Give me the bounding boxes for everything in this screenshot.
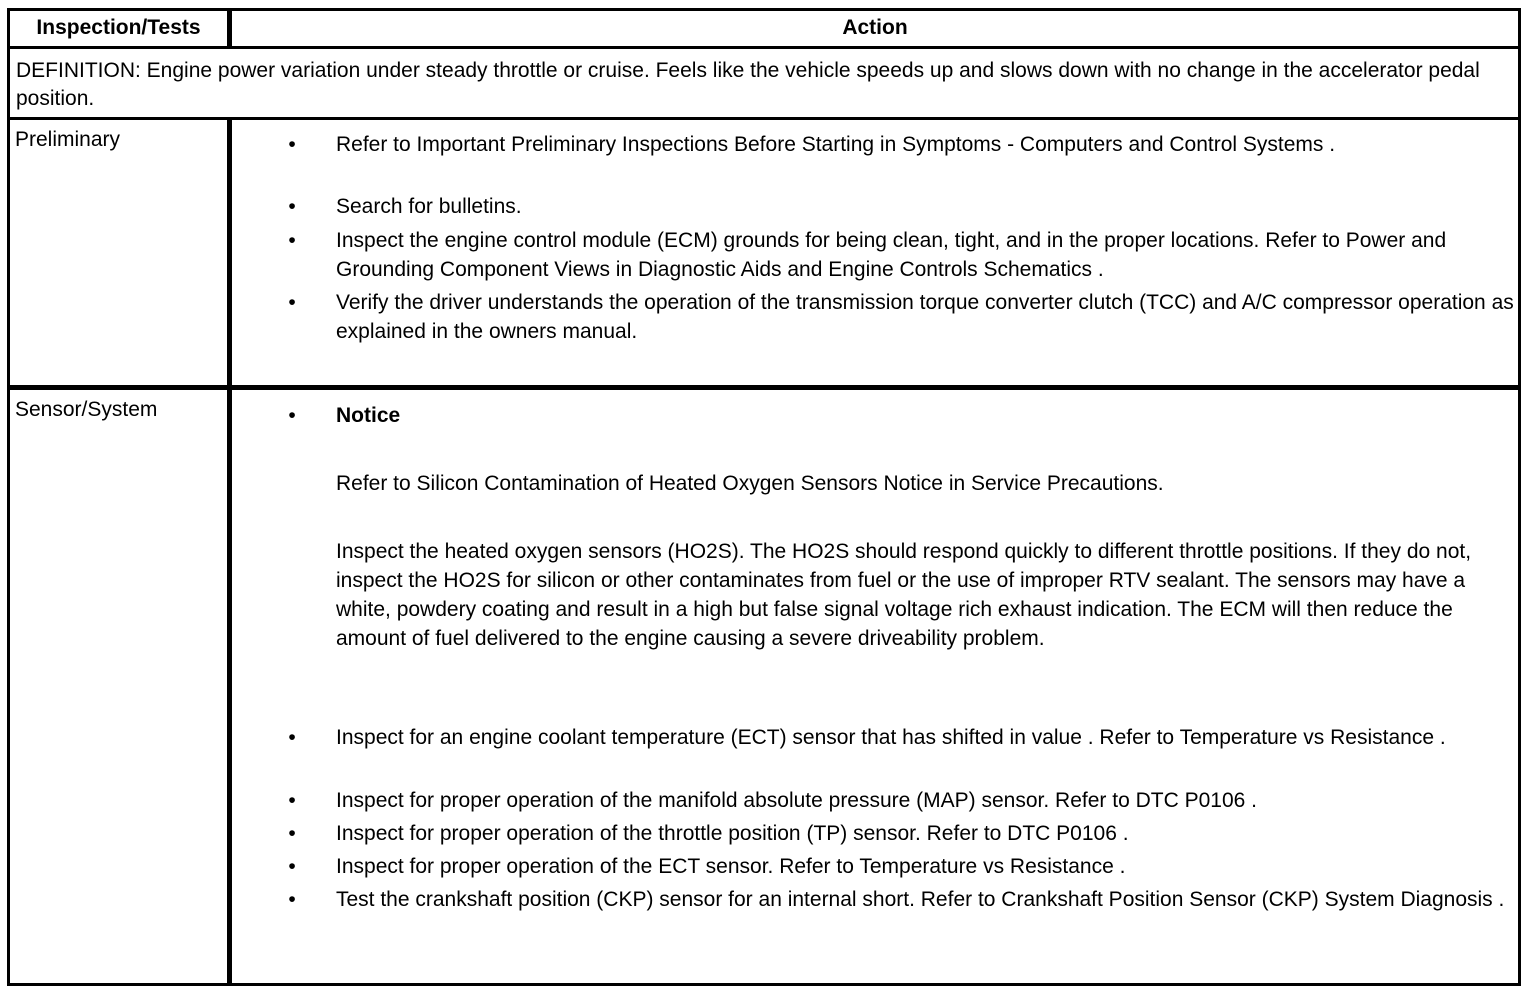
list-item-text: Verify the driver understands the operation of the transmission torque converter clutch (TCC) and A/C compressor operation as explained in the owners manual. [336, 291, 1514, 343]
column-divider-body [227, 118, 232, 986]
header-divider [7, 46, 1521, 49]
notice-detail-text: Inspect the heated oxygen sensors (HO2S). The HO2S should respond quickly to different throttle positions. If they do not, inspect the HO2S for silicon or other contaminates from fuel or the use of improper RTV sealant. The sensors may have a white, powdery coating and result in a high but false signal voltage rich exhaust indication. The ECM will then reduce the amount of fuel delivered to the engine causing a severe driveability problem. [336, 540, 1472, 650]
bullet-icon: • [288, 789, 296, 812]
definition-text: DEFINITION: Engine power variation under steady throttle or cruise. Feels like the vehicle speeds up and slows down with no change in the accelerator pedal position. [16, 59, 1480, 110]
list-item-text: Inspect for proper operation of the throttle position (TP) sensor. Refer to DTC P0106 . [336, 822, 1129, 845]
definition-divider [7, 117, 1521, 120]
list-item-text: Inspect for an engine coolant temperature (ECT) sensor that has shifted in value . Refer to Temperature vs Resistance . [336, 726, 1446, 749]
header-inspection-tests: Inspection/Tests [36, 16, 201, 39]
row-divider [7, 385, 1521, 390]
list-item-text: Inspect the engine control module (ECM) grounds for being clean, tight, and in the proper locations. Refer to Power and Grounding Component Views in Diagnostic Aids and Engine Controls Schematics . [336, 229, 1447, 281]
bullet-icon: • [288, 822, 296, 845]
list-item-text: Search for bulletins. [336, 195, 522, 218]
list-item-text: Inspect for proper operation of the ECT sensor. Refer to Temperature vs Resistance . [336, 855, 1126, 878]
list-item-text: Inspect for proper operation of the manifold absolute pressure (MAP) sensor. Refer to DTC P0106 . [336, 789, 1257, 812]
bullet-icon: • [288, 291, 296, 314]
notice-text: Refer to Silicon Contamination of Heated Oxygen Sensors Notice in Service Precautions. [336, 472, 1164, 495]
bullet-icon: • [288, 888, 296, 911]
bullet-icon: • [288, 726, 296, 749]
notice-title: Notice [336, 404, 401, 427]
row-label-preliminary: Preliminary [15, 128, 121, 151]
bullet-icon: • [288, 195, 296, 218]
row-label-sensor-system: Sensor/System [15, 398, 158, 421]
bullet-icon: • [288, 133, 296, 156]
list-item-text: Test the crankshaft position (CKP) sensor for an internal short. Refer to Crankshaft Position Sensor (CKP) System Diagnosis . [336, 888, 1505, 911]
bullet-icon: • [288, 404, 296, 427]
bullet-icon: • [288, 855, 296, 878]
list-item-text: Refer to Important Preliminary Inspections Before Starting in Symptoms - Computers and Control Systems . [336, 133, 1336, 156]
bullet-icon: • [288, 229, 296, 252]
header-action: Action [842, 16, 908, 39]
